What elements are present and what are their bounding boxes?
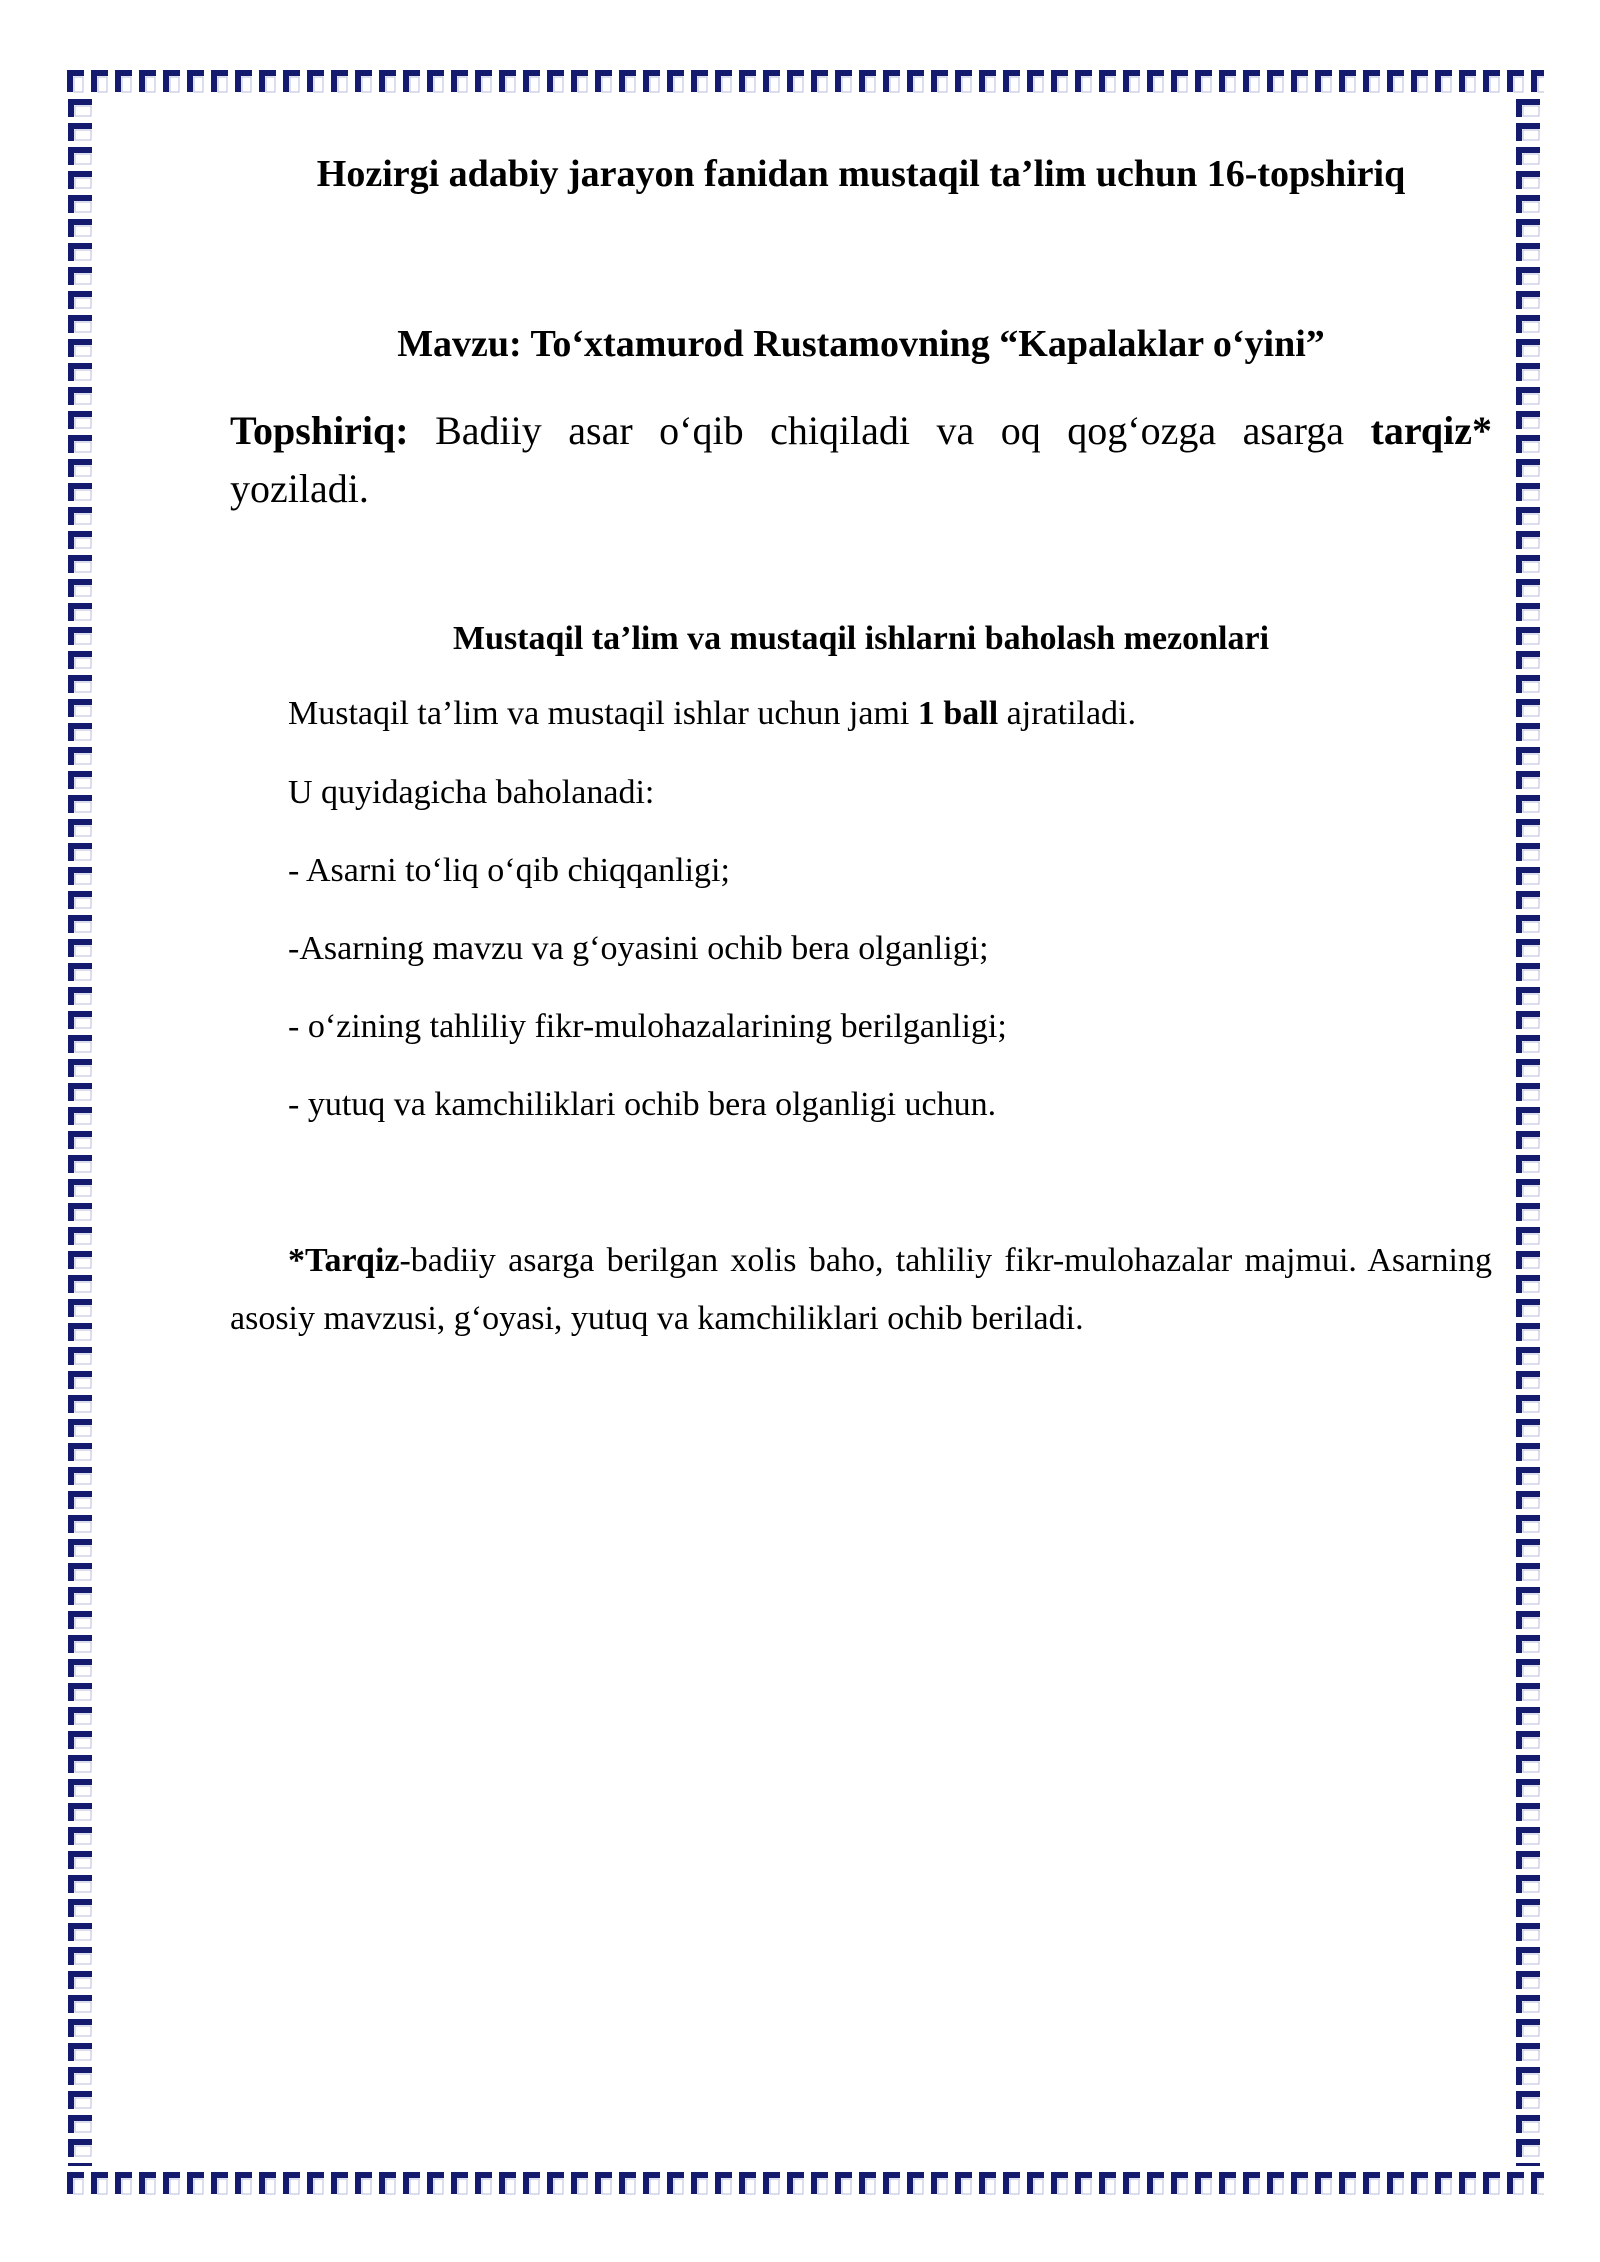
criteria-item: -Asarning mavzu va g‘oyasini ochib bera olganligi;	[288, 930, 989, 967]
decorative-border-left	[64, 96, 96, 2166]
task-text: Badiiy asar o‘qib chiqiladi va oq qog‘ozga asarga	[408, 408, 1371, 453]
decorative-border-top	[64, 64, 1544, 96]
criteria-item: - Asarni to‘liq o‘qib chiqqanligi;	[288, 852, 730, 889]
document-title: Hozirgi adabiy jarayon fanidan mustaqil ta’lim uchun 16-topshiriq	[316, 153, 1406, 195]
task-bold-word: tarqiz*	[1370, 408, 1492, 453]
footnote-definition: -badiiy asarga berilgan xolis baho, tahliliy fikr-mulohazalar majmui. Asarning asosiy mavzusi, g‘oyasi, yutuq va kamchiliklari ochib beriladi.	[230, 1242, 1492, 1337]
decorative-border-bottom	[64, 2166, 1544, 2198]
points-value: 1 ball	[917, 695, 999, 732]
task-text-end: yoziladi.	[230, 466, 369, 511]
criteria-item: - yutuq va kamchiliklari ochib bera olganligi uchun.	[288, 1086, 997, 1123]
criteria-how: U quyidagicha baholanadi:	[288, 774, 655, 811]
document-subject: Mavzu: To‘xtamurod Rustamovning “Kapalaklar o‘yini”	[397, 323, 1325, 365]
document-body	[230, 150, 1492, 1337]
decorative-border-right	[1512, 96, 1544, 2166]
footnote	[230, 1232, 1492, 1348]
task-paragraph	[230, 402, 1492, 518]
criteria-item: - o‘zining tahliliy fikr-mulohazalarining berilganligi;	[288, 1008, 1007, 1045]
criteria-heading: Mustaqil ta’lim va mustaqil ishlarni baholash mezonlari	[452, 620, 1270, 657]
task-label: Topshiriq:	[230, 408, 409, 453]
criteria-intro: Mustaqil ta’lim va mustaqil ishlar uchun jami 1 ball ajratiladi.	[288, 695, 1136, 732]
footnote-term: *Tarqiz	[288, 1242, 400, 1279]
